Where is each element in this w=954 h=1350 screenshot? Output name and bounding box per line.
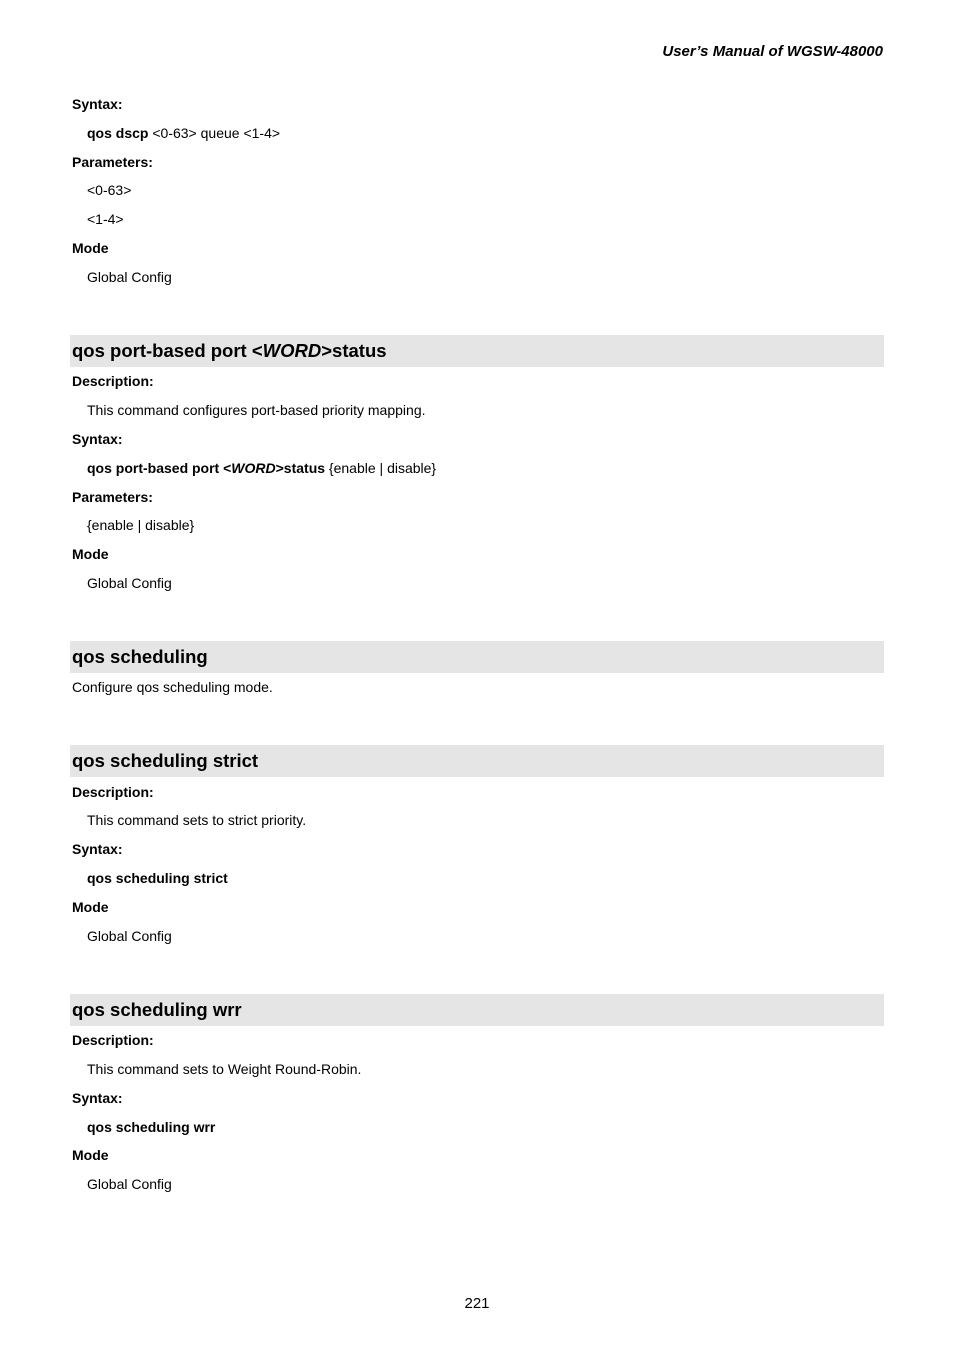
mode-value: Global Config	[87, 928, 172, 944]
description-label: Description:	[72, 373, 154, 389]
syntax-label: Syntax:	[72, 841, 123, 857]
section-heading-scheduling-wrr: qos scheduling wrr	[70, 994, 884, 1026]
description-text: This command sets to strict priority.	[87, 812, 307, 828]
section-heading-scheduling-strict: qos scheduling strict	[70, 745, 884, 777]
section-heading-port-based: qos port-based port <WORD>status	[70, 335, 884, 367]
parameter-item: <1-4>	[87, 211, 124, 227]
syntax-command: qos scheduling wrr	[87, 1119, 216, 1135]
description-label: Description:	[72, 784, 154, 800]
parameter-item: <0-63>	[87, 182, 132, 198]
section-text: Configure qos scheduling mode.	[72, 679, 273, 695]
description-text: This command sets to Weight Round-Robin.	[87, 1061, 362, 1077]
parameters-label: Parameters:	[72, 154, 153, 170]
syntax-label: Syntax:	[72, 1090, 123, 1106]
parameters-label: Parameters:	[72, 489, 153, 505]
mode-value: Global Config	[87, 575, 172, 591]
syntax-label: Syntax:	[72, 431, 123, 447]
syntax-arguments: <0-63> queue <1-4>	[148, 125, 281, 141]
mode-value: Global Config	[87, 269, 172, 285]
syntax-line	[87, 124, 280, 142]
description-label: Description:	[72, 1032, 154, 1048]
parameter-item: {enable | disable}	[87, 517, 195, 533]
syntax-label: Syntax:	[72, 96, 123, 112]
syntax-command: qos scheduling strict	[87, 870, 228, 886]
section-heading-scheduling: qos scheduling	[70, 641, 884, 673]
description-text: This command configures port-based priority mapping.	[87, 402, 426, 418]
manual-header: User’s Manual of WGSW-48000	[662, 43, 883, 60]
mode-label: Mode	[72, 546, 109, 562]
mode-label: Mode	[72, 240, 109, 256]
page-number: 221	[464, 1295, 490, 1312]
mode-label: Mode	[72, 899, 109, 915]
syntax-command: qos dscp	[87, 125, 149, 141]
syntax-line: qos port-based port <WORD>status {enable | disable}	[87, 460, 437, 476]
mode-value: Global Config	[87, 1176, 172, 1192]
mode-label: Mode	[72, 1147, 109, 1163]
